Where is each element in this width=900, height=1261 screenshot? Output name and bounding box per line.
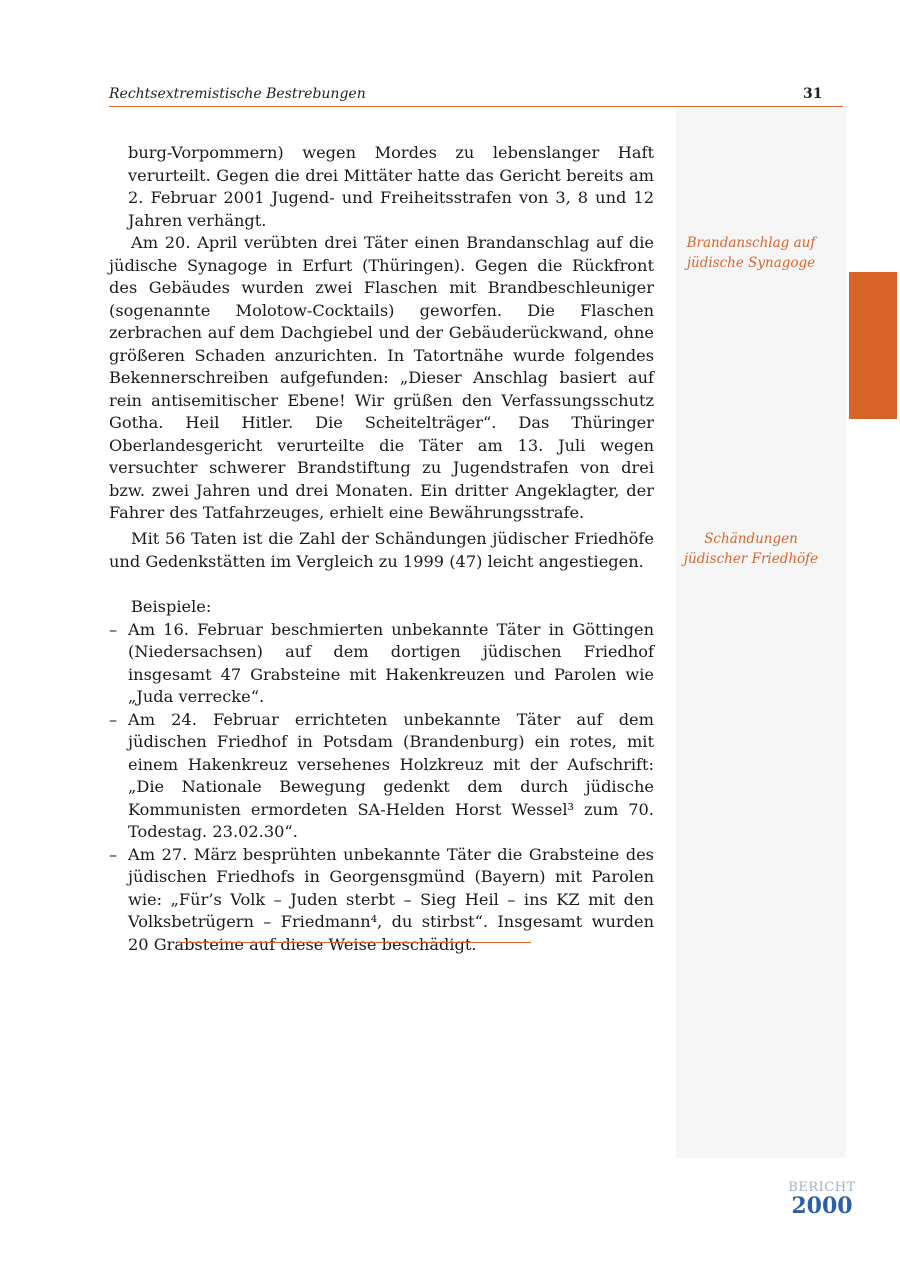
list-item-text: Am 16. Februar beschmierten unbekannte Täter in Göttingen (Niedersachsen) auf dem dortigen jüdischen Friedhof insgesamt 47 Grabsteine mit Hakenkreuzen und Parolen wie „Juda verrecke“. xyxy=(128,619,654,706)
margin-note-line: jüdische Synagoge xyxy=(686,255,816,271)
report-logo xyxy=(786,1181,858,1217)
dash-bullet-icon: – xyxy=(109,619,118,639)
examples-heading: Beispiele: xyxy=(131,597,212,616)
margin-note-cemeteries xyxy=(680,529,822,569)
margin-note-line: Brandanschlag auf xyxy=(686,235,816,251)
chapter-tab-marker xyxy=(849,272,897,419)
paragraph-cemetery-desecrations: Mit 56 Taten ist die Zahl der Schändungen jüdischer Friedhöfe und Gedenkstätten im Vergleich zu 1999 (47) leicht angestiegen. xyxy=(109,529,654,571)
running-header-title: Rechtsextremistische Bestrebungen xyxy=(109,86,366,102)
dash-bullet-icon: – xyxy=(109,844,118,864)
header-divider xyxy=(109,106,843,107)
examples-list xyxy=(109,619,654,957)
logo-word: BERICHT xyxy=(788,1180,856,1195)
paragraph-continuation: burg-Vorpommern) wegen Mordes zu lebenslanger Haft verurteilt. Gegen die drei Mittäter hatte das Gericht bereits am 2. Februar 2001 Jugend- und Freiheitsstrafen von 3, 8 und 12 Jahren verhängt. xyxy=(128,143,654,230)
list-item xyxy=(109,844,654,957)
list-item xyxy=(109,709,654,844)
paragraph-synagogue-attack: Am 20. April verübten drei Täter einen Brandanschlag auf die jüdische Synagoge in Erfurt (Thüringen). Gegen die Rückfront des Gebäudes wurden zwei Flaschen mit Brandbeschleuniger (sogenannte Molotow-Cocktails) geworfen. Die Flaschen zerbrachen auf dem Dachgiebel und der Gebäuderückwand, ohne größeren Schaden anzurichten. In Tatortnähe wurde folgendes Bekennerschreiben aufgefunden: „Dieser Anschlag basiert auf rein antisemitischer Ebene! Wir grüßen den Verfassungsschutz Gotha. Heil Hitler. Die Scheitelträger“. Das Thüringer Oberlandesgericht verurteilte die Täter am 13. Juli wegen versuchter schwerer Brandstiftung zu Jugendstrafen von drei bzw. zwei Jahren und drei Monaten. Ein dritter Angeklagter, der Fahrer des Tatfahrzeuges, erhielt eine Bewährungsstrafe. xyxy=(109,233,654,522)
footnote-divider xyxy=(179,942,531,943)
examples-section xyxy=(109,596,654,956)
page-number: 31 xyxy=(803,86,823,102)
margin-note-line: jüdischer Friedhöfe xyxy=(683,551,819,567)
margin-note-synagogue xyxy=(680,233,822,273)
margin-note-line: Schändungen xyxy=(704,531,798,547)
list-item xyxy=(109,619,654,709)
dash-bullet-icon: – xyxy=(109,709,118,729)
list-item-text: Am 24. Februar errichteten unbekannte Täter auf dem jüdischen Friedhof in Potsdam (Brandenburg) ein rotes, mit einem Hakenkreuz versehenes Holzkreuz mit der Aufschrift: „Die Nationale Bewegung gedenkt dem durch jüdische Kommunisten ermordeten SA-Helden Horst Wessel³ zum 70. Todestag. 23.02.30“. xyxy=(128,709,654,841)
logo-year: 2000 xyxy=(791,1193,853,1219)
list-item-text: Am 27. März besprühten unbekannte Täter die Grabsteine des jüdischen Friedhofs in Georgensgmünd (Bayern) mit Parolen wie: „Für’s Volk – Juden sterbt – Sieg Heil – ins KZ mit den Volksbetrügern – Friedmann⁴, du stirbst“. Insgesamt wurden 20 Grabsteine auf diese Weise beschädigt. xyxy=(128,844,654,954)
